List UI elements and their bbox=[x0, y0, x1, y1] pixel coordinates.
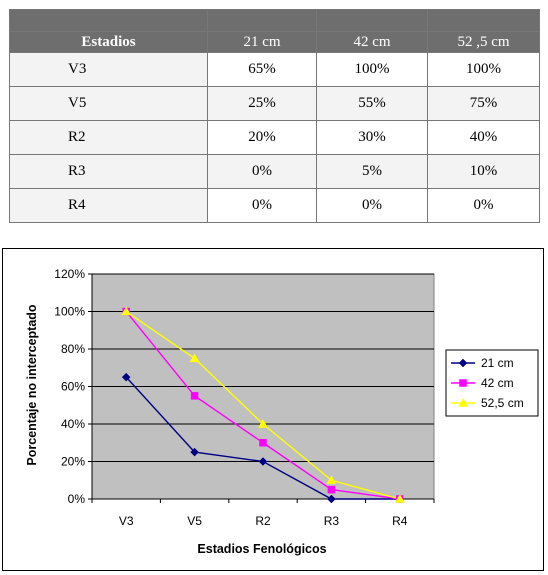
data-table bbox=[9, 9, 540, 223]
data-point-series-1 bbox=[191, 392, 198, 399]
table-cell: V3 bbox=[10, 53, 208, 87]
table-cell: 0% bbox=[208, 155, 317, 189]
x-tick-label: R3 bbox=[323, 514, 340, 528]
y-tick-label: 100% bbox=[54, 304, 85, 319]
table-cell: 5% bbox=[317, 155, 428, 189]
table-row bbox=[10, 155, 540, 189]
line-chart bbox=[3, 249, 543, 570]
header-cell-42cm: 42 cm bbox=[317, 32, 428, 53]
header-spacer-cell bbox=[208, 10, 317, 32]
table-cell: 75% bbox=[428, 87, 540, 121]
table-cell: 20% bbox=[208, 121, 317, 155]
table-cell: 25% bbox=[208, 87, 317, 121]
legend-label: 21 cm bbox=[481, 356, 514, 370]
data-point-series-1 bbox=[328, 486, 335, 493]
chart-frame bbox=[2, 248, 544, 571]
table-cell: 30% bbox=[317, 121, 428, 155]
table-header-row bbox=[10, 32, 540, 53]
y-axis-title: Porcentaje no interceptado bbox=[25, 304, 39, 466]
table-row bbox=[10, 87, 540, 121]
header-cell-estadios: Estadios bbox=[10, 32, 208, 53]
table-cell: 65% bbox=[208, 53, 317, 87]
table-row bbox=[10, 121, 540, 155]
header-spacer-cell bbox=[428, 10, 540, 32]
y-tick-label: 80% bbox=[60, 342, 85, 356]
table-cell: 10% bbox=[428, 155, 540, 189]
header-spacer-cell bbox=[317, 10, 428, 32]
table-header-spacer-row bbox=[10, 10, 540, 32]
data-point-series-1 bbox=[260, 439, 267, 446]
y-tick-label: 120% bbox=[54, 267, 85, 281]
legend-label: 52,5 cm bbox=[481, 396, 524, 410]
legend-marker-1 bbox=[460, 380, 467, 387]
x-axis-title: Estadios Fenológicos bbox=[197, 542, 327, 556]
table-cell: 40% bbox=[428, 121, 540, 155]
x-tick-label: V5 bbox=[187, 514, 202, 528]
table-cell: 100% bbox=[428, 53, 540, 87]
x-tick-label: V3 bbox=[118, 514, 134, 528]
y-tick-label: 60% bbox=[60, 379, 85, 394]
table-row bbox=[10, 189, 540, 223]
header-cell-21cm: 21 cm bbox=[208, 32, 317, 53]
table-cell: 0% bbox=[317, 189, 428, 223]
table-row bbox=[10, 53, 540, 87]
x-tick-label: R2 bbox=[255, 514, 271, 528]
table-cell: R2 bbox=[10, 121, 208, 155]
x-tick-label: R4 bbox=[392, 514, 408, 528]
table-cell: R4 bbox=[10, 189, 208, 223]
y-tick-label: 0% bbox=[67, 492, 85, 506]
table-cell: V5 bbox=[10, 87, 208, 121]
table-cell: 100% bbox=[317, 53, 428, 87]
header-cell-52cm: 52 ,5 cm bbox=[428, 32, 540, 53]
legend-label: 42 cm bbox=[481, 376, 514, 390]
table-cell: 0% bbox=[428, 189, 540, 223]
y-tick-label: 40% bbox=[60, 417, 85, 431]
header-spacer-cell bbox=[10, 10, 208, 32]
y-tick-label: 20% bbox=[60, 454, 85, 469]
table-cell: R3 bbox=[10, 155, 208, 189]
table-cell: 0% bbox=[208, 189, 317, 223]
table-cell: 55% bbox=[317, 87, 428, 121]
